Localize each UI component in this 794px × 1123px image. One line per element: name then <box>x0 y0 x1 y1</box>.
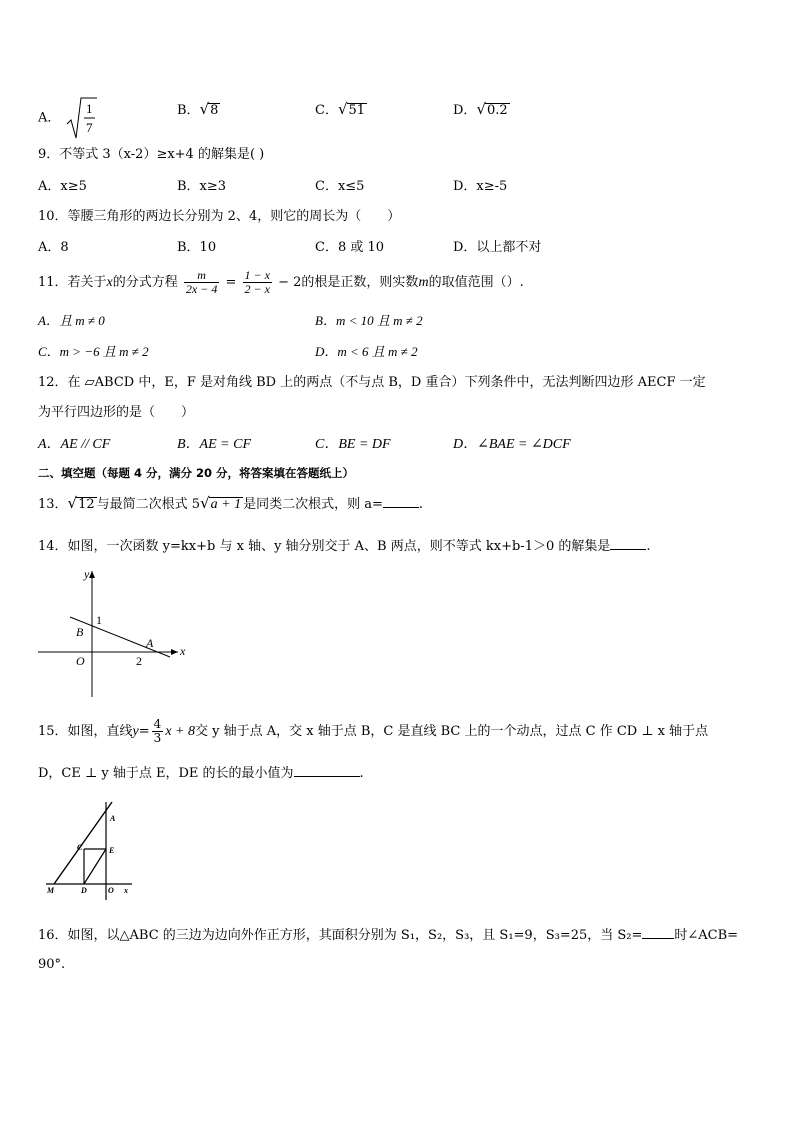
q11-option-a: A．且 m ≠ 0 <box>38 313 105 328</box>
q9-option-c: C．x≤5 <box>315 179 365 194</box>
q8-c-radicand: 51 <box>348 103 366 118</box>
q10-stem: 10．等腰三角形的两边长分别为 2、4，则它的周长为（ ） <box>38 209 401 224</box>
q9-stem: 9．不等式 3（x-2）≥x+4 的解集是( ) <box>38 147 265 162</box>
q16-stem-line1: 16．如图，以△ABC 的三边为边向外作正方形，其面积分别为 S₁，S₂，S₃，且 S₁=9，S₃=25，当 S₂= 时∠ACB= <box>38 928 739 943</box>
q8-b-radicand: 8 <box>210 103 219 118</box>
q15-graph-figure <box>44 800 144 904</box>
q11-fraction-1: $\frac{m}{2x - 4}$ <box>185 268 218 296</box>
q12-option-b: B．AE = CF <box>177 437 251 452</box>
q15-label-x: x <box>124 886 128 895</box>
q14-y-axis-label: y <box>84 567 90 581</box>
q13-answer-blank[interactable] <box>383 495 419 508</box>
q11-stem: 11．若关于x的分式方程 $\frac{m}{2x - 4}$ = $\frac{1 - x}{2 - x}$ − 2的根是正数，则实数m的取值范围（）. <box>38 268 524 296</box>
q9-option-d: D．x≥-5 <box>453 179 508 194</box>
q14-label-1: 1 <box>96 613 102 627</box>
q15-label-C: C <box>77 843 83 852</box>
q12-option-d: D．∠BAE = ∠DCF <box>453 437 571 452</box>
q16-stem-line2: 90°. <box>38 957 66 972</box>
sqrt-fraction-icon <box>65 96 99 140</box>
q15-label-M: M <box>47 886 55 895</box>
q15-stem-line1: 15．如图，直线y= $\frac{4}{3}$ x + 8交 y 轴于点 A，交 x 轴于点 B，C 是直线 BC 上的一个动点，过点 C 作 CD ⊥ x 轴于点 <box>38 717 709 745</box>
q15-fraction: $\frac{4}{3}$ <box>153 717 162 745</box>
q14-answer-blank[interactable] <box>610 537 646 550</box>
q15-answer-blank[interactable] <box>294 764 360 777</box>
q8-a-num: 1 <box>85 101 93 116</box>
q9-option-b: B．x≥3 <box>177 179 227 194</box>
q14-x-axis-label: x <box>180 644 186 658</box>
q11-option-b: B．m < 10 且 m ≠ 2 <box>315 313 423 328</box>
q10-option-d: D．以上都不对 <box>453 240 542 255</box>
q13-stem: 13．√12 与最简二次根式 5√a + 1 是同类二次根式，则 a= . <box>38 494 423 512</box>
q15-label-A: A <box>110 814 116 823</box>
q8-option-d: D．√0.2 <box>453 100 508 118</box>
q15-label-O: O <box>108 886 114 895</box>
q14-stem: 14．如图，一次函数 y=kx+b 与 x 轴、y 轴分别交于 A、B 两点，则不等式 kx+b-1＞0 的解集是 . <box>38 539 651 554</box>
section-heading-fill-in: 二、填空题（每题 4 分，满分 20 分，将答案填在答题纸上） <box>38 466 355 480</box>
q10-option-b: B．10 <box>177 240 217 255</box>
q12-stem-line2: 为平行四边形的是（ ） <box>38 405 195 420</box>
q8-option-a: A． 1 7 <box>38 96 99 140</box>
q12-stem-line1: 12．在 ▱ABCD 中，E，F 是对角线 BD 上的两点（不与点 B，D 重合）下列条件中，无法判断四边形 AECF 一定 <box>38 375 706 390</box>
q8-d-radicand: 0.2 <box>487 103 508 118</box>
q11-fraction-2: $\frac{1 - x}{2 - x}$ <box>244 268 270 296</box>
q14-label-2: 2 <box>136 654 142 668</box>
q10-option-a: A．8 <box>38 240 69 255</box>
q14-label-O: O <box>76 654 85 668</box>
q8-option-c: C．√51 <box>315 100 366 118</box>
q11-option-c: C．m > −6 且 m ≠ 2 <box>38 344 149 359</box>
q15-label-D: D <box>81 886 87 895</box>
q8-a-den: 7 <box>85 120 93 135</box>
q15-stem-line2: D，CE ⊥ y 轴于点 E，DE 的长的最小值为 . <box>38 766 364 781</box>
q15-label-E: E <box>109 846 115 855</box>
q14-label-A: A <box>146 636 154 650</box>
q11-option-d: D．m < 6 且 m ≠ 2 <box>315 344 418 359</box>
q10-option-c: C．8 或 10 <box>315 240 385 255</box>
q9-option-a: A．x≥5 <box>38 179 87 194</box>
q16-answer-blank[interactable] <box>642 926 674 939</box>
q14-label-B: B <box>76 625 84 639</box>
q12-option-a: A．AE // CF <box>38 437 111 452</box>
q14-graph-figure <box>30 565 200 703</box>
q12-option-c: C．BE = DF <box>315 437 391 452</box>
q8-option-b: B．√8 <box>177 100 219 118</box>
